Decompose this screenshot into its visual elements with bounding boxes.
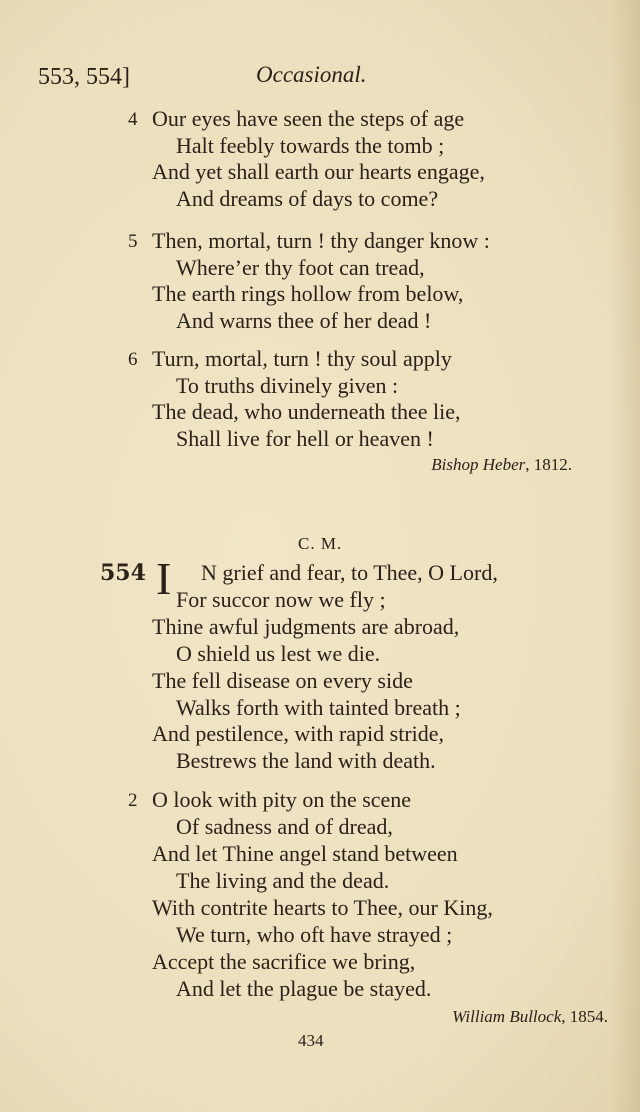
stanza-number: 5 — [128, 231, 138, 252]
verse-line: The fell disease on every side — [152, 667, 413, 693]
verse-line: And let Thine angel stand between — [152, 841, 458, 866]
verse-line: And yet shall earth our hearts engage, — [152, 159, 485, 185]
stanza-number: 6 — [128, 349, 138, 370]
drop-cap: I — [156, 553, 172, 604]
verse-line: The dead, who underneath thee lie, — [152, 399, 461, 425]
author: Bishop Heber — [431, 455, 526, 474]
running-head-section-title: Occasional. — [256, 62, 367, 87]
verse-line: With contrite hearts to Thee, our King, — [152, 895, 493, 920]
year: , 1812. — [525, 455, 572, 474]
verse-line: We turn, who oft have strayed ; — [176, 922, 453, 947]
verse-line: Accept the sacrifice we bring, — [152, 949, 416, 974]
hymn-number: 554 — [100, 560, 146, 586]
year: , 1854. — [561, 1007, 608, 1026]
verse-line: Where’er thy foot can tread, — [176, 254, 425, 280]
page-number: 434 — [298, 1031, 324, 1050]
author: William Bullock — [452, 1007, 562, 1026]
verse-line: And let the plague be stayed. — [176, 976, 432, 1001]
page-edge-shadow — [610, 0, 640, 1112]
verse-line: Thine awful judgments are abroad, — [152, 613, 460, 639]
verse-line: And warns thee of her dead ! — [176, 307, 432, 333]
hymn-meter: C. M. — [298, 534, 343, 553]
hymn-554-first-line: N grief and fear, to Thee, O Lord, — [201, 560, 498, 585]
verse-line: Then, mortal, turn ! thy danger know : — [152, 228, 490, 253]
verse-line: The earth rings hollow from below, — [152, 281, 464, 307]
verse-line: Of sadness and of dread, — [176, 814, 393, 839]
verse-line: The living and the dead. — [176, 868, 390, 893]
stanza-number: 2 — [128, 790, 138, 811]
verse-line: Turn, mortal, turn ! thy soul apply — [152, 346, 452, 371]
verse-line: And dreams of days to come? — [176, 185, 439, 211]
hymn-553-attribution — [431, 454, 572, 476]
running-head-hymn-numbers: 553, 554] — [38, 64, 130, 90]
verse-line: And pestilence, with rapid stride, — [152, 721, 445, 747]
verse-line: O look with pity on the scene — [152, 787, 412, 812]
verse-line: Shall live for hell or heaven ! — [176, 425, 434, 451]
verse-line: For succor now we fly ; — [176, 586, 386, 612]
verse-line: Walks forth with tainted breath ; — [176, 694, 461, 720]
hymn-554-attribution — [452, 1006, 608, 1028]
verse-line: To truths divinely given : — [176, 372, 399, 398]
verse-line: Our eyes have seen the steps of age — [152, 106, 465, 131]
verse-line: O shield us lest we die. — [176, 640, 381, 666]
verse-line: Halt feebly towards the tomb ; — [176, 132, 445, 158]
stanza-number: 4 — [128, 109, 138, 130]
verse-line: Bestrews the land with death. — [176, 748, 436, 774]
